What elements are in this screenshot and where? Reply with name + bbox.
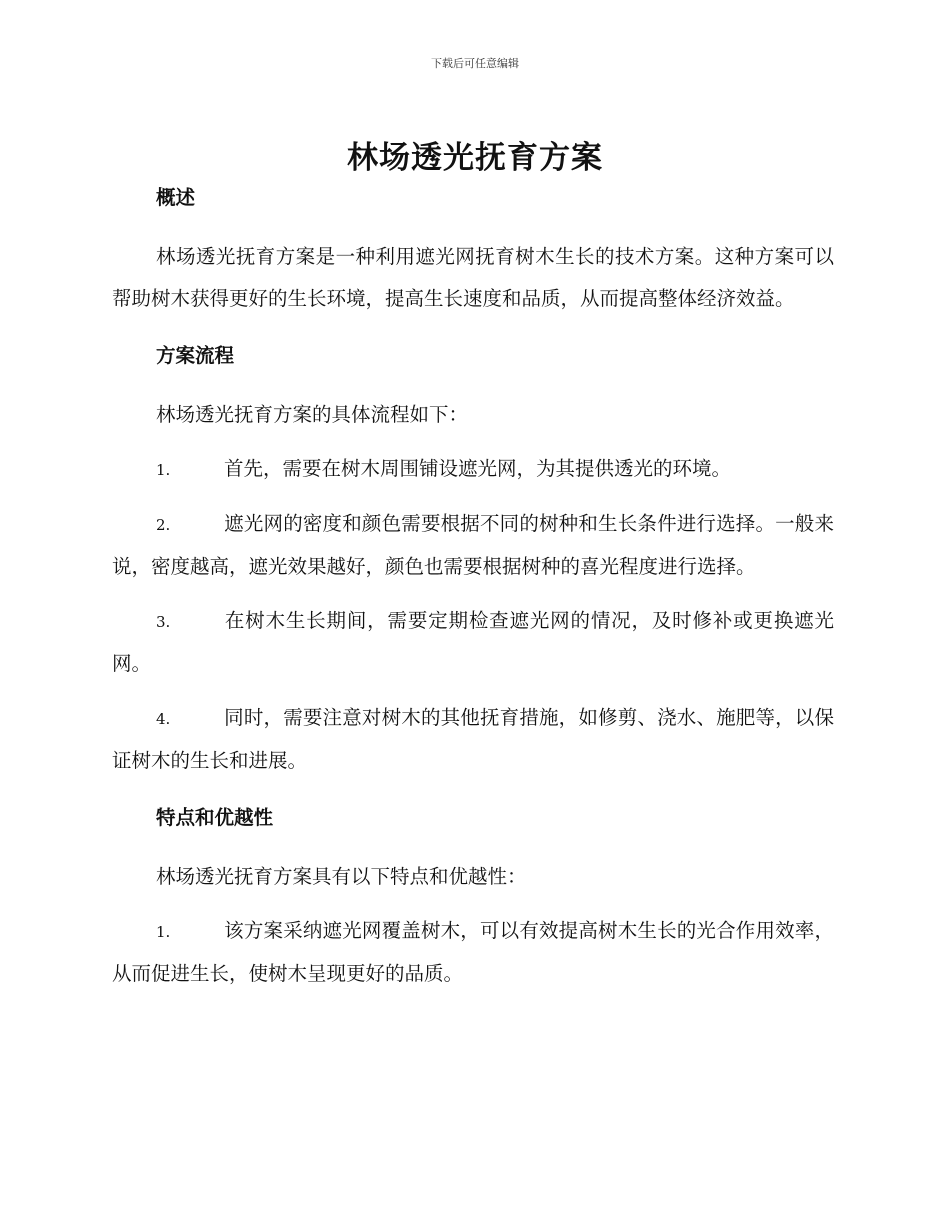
item-number: 1. <box>156 461 171 479</box>
overview-paragraph: 林场透光抚育方案是一种利用遮光网抚育树木生长的技术方案。这种方案可以帮助树木获得更好的生长环境，提高生长速度和品质，从而提高整体经济效益。 <box>112 245 834 310</box>
process-item-1 <box>112 448 834 491</box>
item-text: 该方案采纳遮光网覆盖树木，可以有效提高树木生长的光合作用效率，从而促进生长，使树木呈现更好的品质。 <box>112 919 834 985</box>
item-text: 同时，需要注意对树木的其他抚育措施，如修剪、浇水、施肥等，以保证树木的生长和进展。 <box>112 706 834 772</box>
document-title: 林场透光抚育方案 <box>347 140 603 176</box>
features-intro: 林场透光抚育方案具有以下特点和优越性： <box>156 865 527 888</box>
item-number: 2. <box>156 516 171 534</box>
process-intro: 林场透光抚育方案的具体流程如下： <box>156 403 469 426</box>
process-item-2 <box>112 503 834 588</box>
item-number: 4. <box>156 710 171 728</box>
item-number: 3. <box>156 613 171 631</box>
item-text: 遮光网的密度和颜色需要根据不同的树种和生长条件进行选择。一般来说，密度越高，遮光效果越好，颜色也需要根据树种的喜光程度进行选择。 <box>112 512 834 578</box>
item-number: 1. <box>156 923 171 941</box>
item-text: 在树木生长期间，需要定期检查遮光网的情况，及时修补或更换遮光网。 <box>112 609 834 675</box>
process-item-3 <box>112 600 834 685</box>
document-body <box>112 182 834 1007</box>
header-note: 下载后可任意编辑 <box>431 57 519 70</box>
section-heading-overview: 概述 <box>156 186 196 209</box>
section-heading-process: 方案流程 <box>156 344 235 367</box>
features-item-1 <box>112 910 834 995</box>
section-heading-features: 特点和优越性 <box>156 806 274 829</box>
process-item-4 <box>112 697 834 782</box>
item-text: 首先，需要在树木周围铺设遮光网，为其提供透光的环境。 <box>224 457 732 480</box>
